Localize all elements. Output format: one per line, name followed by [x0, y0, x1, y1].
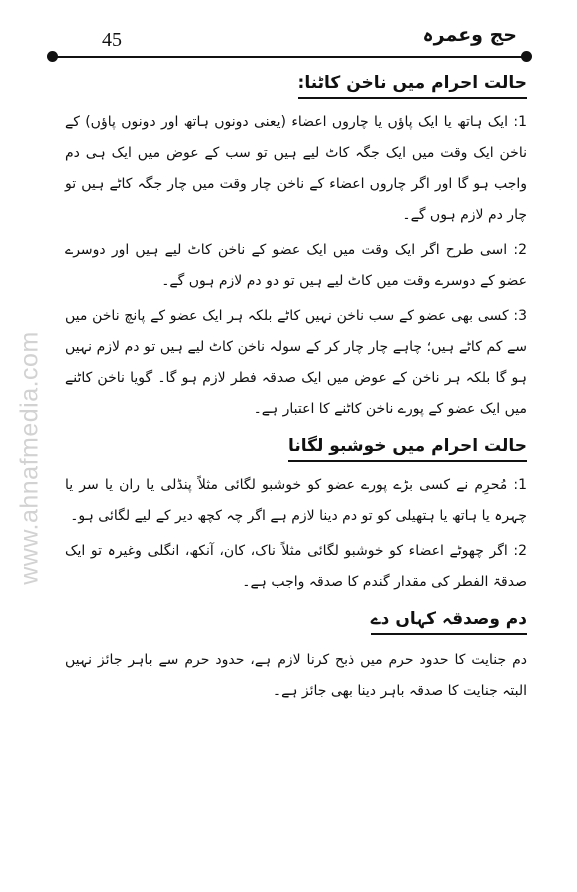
paragraph-dam-sadqa: دم جنایت کا حدود حرم میں ذبح کرنا لازم ہے، حدود حرم سے باہر جائز نہیں البتہ جنایت کا صدقہ باہر دینا بھی جائز ہے۔	[65, 652, 527, 699]
rule-dot-left	[47, 51, 58, 62]
page-header	[52, 22, 527, 62]
running-title: حج وعمرہ	[422, 24, 517, 46]
header-rule	[52, 56, 527, 58]
page-body	[65, 66, 527, 711]
page-number: 45	[102, 29, 122, 51]
paragraph-perfume-1: 1: مُحرِم نے کسی بڑے پورے عضو کو خوشبو لگائی مثلاً پنڈلی یا ران یا سر یا چہرہ یا ہاتھ یا ہتھیلی کو تو دم دینا لازم ہے اگر چہ کچھ دیر کے لیے لگائی ہو۔	[65, 477, 527, 524]
paragraph-nail-1: 1: ایک ہاتھ یا ایک پاؤں یا چاروں اعضاء (یعنی دونوں ہاتھ اور دونوں پاؤں) کے ناخن ایک وقت میں ایک جگہ کاٹ لیے ہیں تو سب کے عوض میں ایک ہی دم واجب ہو گا اور اگر چاروں اعضاء کے ناخن چار وقت میں چار جگہ کاٹے ہیں تو چار دم لازم ہوں گے۔	[65, 114, 527, 223]
paragraph-nail-2: 2: اسی طرح اگر ایک وقت میں ایک عضو کے ناخن کاٹ لیے ہیں اور دوسرے عضو کے دوسرے وقت میں کاٹ لیے ہیں تو دو دم لازم ہوں گے۔	[65, 242, 527, 289]
rule-dot-right	[521, 51, 532, 62]
paragraph-nail-3: 3: کسی بھی عضو کے سب ناخن نہیں کاٹے بلکہ ہر ایک عضو کے پانچ ناخن میں سے کم کاٹے ہیں؛ چاہے چار چار کر کے سولہ ناخن کاٹ لیے ہیں تو دم لازم نہیں ہو گا بلکہ ہر ناخن کے عوض میں ایک صدقہ فطر لازم ہو گا۔ گویا ناخن کاٹنے میں ایک عضو کے پورے ناخن کاٹنے کا اعتبار ہے۔	[65, 308, 527, 417]
section-heading-dam-sadqa: دم وصدقہ کہاں دے	[65, 602, 527, 635]
watermark: www.ahnafmedia.com	[15, 331, 44, 585]
section-heading-nail-cutting: حالت احرام میں ناخن کاٹنا:	[65, 66, 527, 99]
section-heading-perfume: حالت احرام میں خوشبو لگانا	[65, 429, 527, 462]
paragraph-perfume-2: 2: اگر چھوٹے اعضاء کو خوشبو لگائی مثلاً ناک، کان، آنکھ، انگلی وغیرہ تو ایک صدقۃ الفطر کی مقدار گندم کا صدقہ واجب ہے۔	[65, 543, 527, 590]
